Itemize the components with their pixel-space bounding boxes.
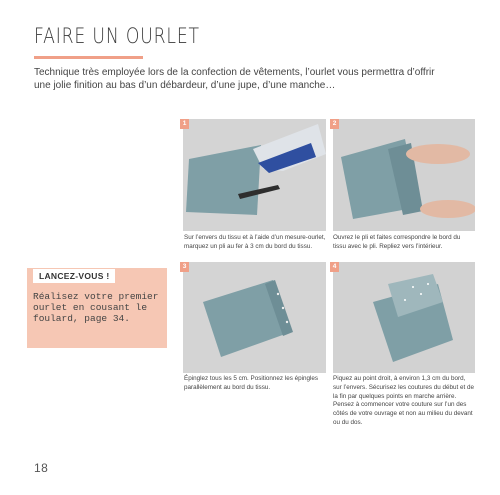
step-2-badge: 2 [330, 119, 339, 129]
step-4-photo [333, 262, 475, 373]
tip-text: Réalisez votre premier ourlet en cousant le foulard, page 34. [33, 291, 159, 324]
intro-paragraph: Technique très employée lors de la confection de vêtements, l’ourlet vous permettra d’offrir une jolie finition au bas d’un débardeur, d’une jupe, d’une manche… [34, 67, 435, 91]
page-number: 18 [34, 461, 49, 475]
step-1-badge: 1 [180, 119, 189, 129]
step-4-caption: Piquez au point droit, à environ 1,3 cm du bord, sur l’envers. Sécurisez les coutures du début et de la fin par quelques points en marche arrière. Pensez à commencer votre couture sur l’un des côtés de votre ouvrage et non au milieu du devant ou du dos. [333, 375, 475, 426]
step-3-caption: Épinglez tous les 5 cm. Positionnez les épingles parallèlement au bord du tissu. [184, 375, 319, 391]
tip-tag: LANCEZ-VOUS ! [33, 269, 115, 283]
page-title: FAIRE UN OURLET [34, 24, 200, 48]
step-2-photo [333, 119, 475, 231]
step-1-caption: Sur l’envers du tissu et à l’aide d’un mesure-ourlet, marquez un pli au fer à 3 cm du bord du tissu. [184, 234, 326, 250]
step-1-photo [183, 119, 326, 231]
title-underline [34, 56, 143, 59]
step-2-caption: Ouvrez le pli et faites correspondre le bord du tissu avec le pli. Repliez vers l’intérieur. [333, 234, 461, 250]
step-3-photo [183, 262, 326, 373]
step-3-badge: 3 [180, 262, 189, 272]
step-4-badge: 4 [330, 262, 339, 272]
